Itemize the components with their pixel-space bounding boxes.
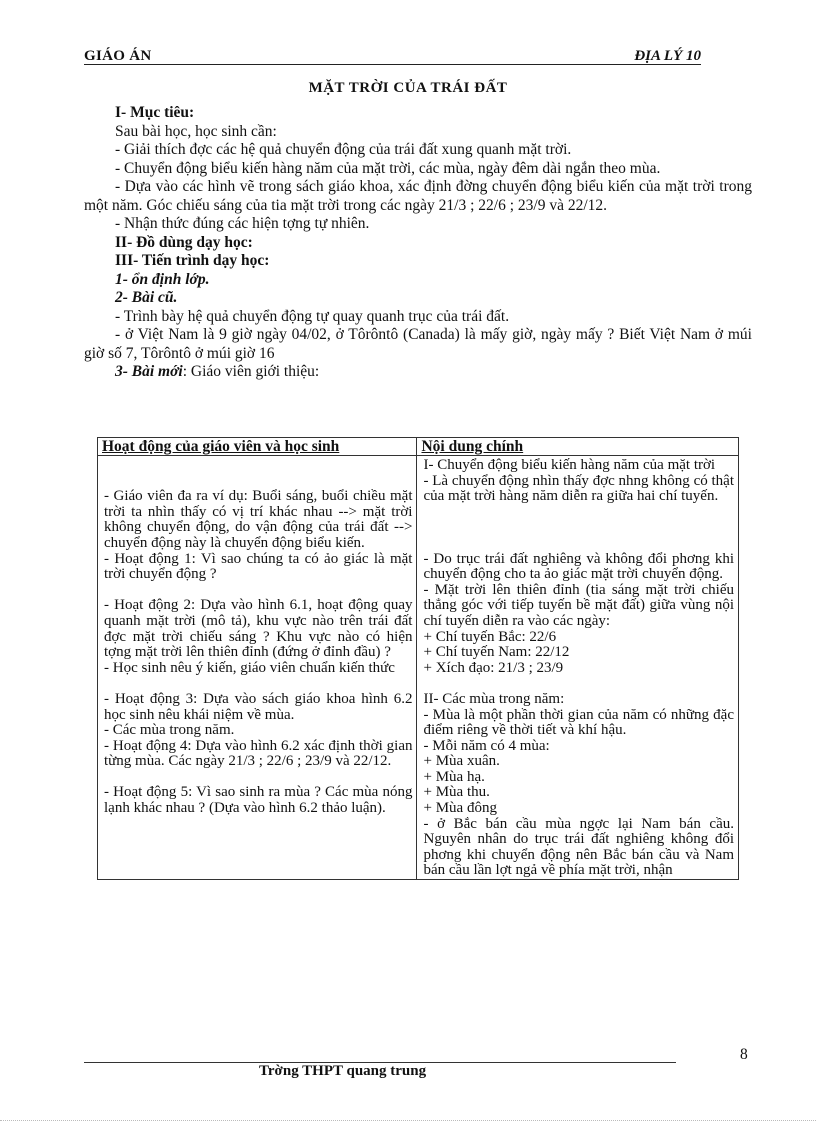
col-left-header: Hoạt động của giáo viên và học sinh bbox=[98, 438, 417, 456]
left-para: - Hoạt động 1: Vì sao chúng ta có ảo giác là mặt trời chuyển động ? bbox=[104, 550, 413, 583]
right-para: + Chí tuyến Nam: 22/12 bbox=[423, 644, 570, 661]
left-para: - Học sinh nêu ý kiến, giáo viên chuẩn kiến thức bbox=[104, 659, 395, 676]
right-para: - Là chuyển động nhìn thấy đợc nhng không có thật của mặt trời hàng năm diễn ra giữa hai chí tuyến. bbox=[423, 472, 734, 505]
right-para: - Mỗi năm có 4 mùa: bbox=[423, 737, 550, 754]
s1-item: - Nhận thức đúng các hiện tợng tự nhiên. bbox=[115, 215, 370, 232]
activity-table bbox=[97, 437, 739, 880]
right-para: II- Các mùa trong năm: bbox=[423, 690, 565, 707]
s3-heading: III- Tiến trình dạy học: bbox=[115, 252, 270, 269]
header-right: ĐỊA LÝ 10 bbox=[634, 48, 701, 64]
right-para: - ở Bắc bán cầu mùa ngợc lại Nam bán cầu. Nguyên nhân do trục trái đất nghiêng không đổi phơng khi chuyển động nên Bắc bán cầu và Nam bán cầu lần lợt ngả về phía mặt trời, nhận bbox=[423, 815, 734, 879]
right-para: + Mùa thu. bbox=[423, 784, 490, 801]
step3-line bbox=[84, 363, 752, 382]
page-header bbox=[84, 48, 701, 65]
footer-school: Trờng THPT quang trung bbox=[259, 1063, 427, 1079]
right-para: + Chí tuyến Bắc: 22/6 bbox=[423, 628, 557, 645]
s1-intro: Sau bài học, học sinh cần: bbox=[115, 122, 277, 140]
right-para: - Mùa là một phần thời gian của năm có những đặc điểm riêng về thời tiết và khí hậu. bbox=[423, 706, 734, 739]
page-number: 8 bbox=[740, 1046, 748, 1063]
step3-text: : Giáo viên giới thiệu: bbox=[182, 363, 320, 380]
step1-heading: 1- ổn định lớp. bbox=[115, 270, 210, 288]
left-para: - Hoạt động 3: Dựa vào sách giáo khoa hình 6.2 học sinh nêu khái niệm về mùa. bbox=[104, 690, 413, 723]
step2-item: - ở Việt Nam là 9 giờ ngày 04/02, ở Tôrôntô (Canada) là mấy giờ, ngày mấy ? Biết Việt Nam ở múi giờ số 7, Tôrôntô ở múi giờ 16 bbox=[84, 326, 752, 362]
page-title: MẶT TRỜI CỦA TRÁI ĐẤT bbox=[308, 80, 508, 96]
step2-item: - Trình bày hệ quả chuyển động tự quay quanh trục của trái đất. bbox=[115, 307, 510, 325]
lesson-body bbox=[84, 104, 752, 382]
right-para: - Mặt trời lên thiên đỉnh (tia sáng mặt trời chiếu thẳng góc với tiếp tuyến bề mặt đất) giữa vùng nội chí tuyến diễn ra vào các ngày: bbox=[423, 581, 734, 629]
s1-item: - Giải thích đợc các hệ quả chuyển động của trái đất xung quanh mặt trời. bbox=[115, 141, 572, 158]
s1-heading: I- Mục tiêu: bbox=[115, 104, 195, 121]
s1-item: - Dựa vào các hình vẽ trong sách giáo khoa, xác định đờng chuyển động biểu kiến của mặt trời trong một năm. Góc chiếu sáng của tia mặt trời trong các ngày 21/3 ; 22/6 ; 23/9 và 22/12. bbox=[84, 178, 752, 214]
left-para: - Hoạt động 4: Dựa vào hình 6.2 xác định thời gian từng mùa. Các ngày 21/3 ; 22/6 ; 23/9 và 22/12. bbox=[104, 737, 413, 770]
right-para: + Mùa hạ. bbox=[423, 768, 485, 785]
right-para: + Mùa xuân. bbox=[423, 753, 500, 770]
left-para: - Hoạt động 5: Vì sao sinh ra mùa ? Các mùa nóng lạnh khác nhau ? (Dựa vào hình 6.2 thảo luận). bbox=[104, 784, 413, 817]
right-para: + Xích đạo: 21/3 ; 23/9 bbox=[423, 659, 564, 676]
s2-heading: II- Đồ dùng dạy học: bbox=[115, 233, 253, 251]
s1-item: - Chuyển động biểu kiến hàng năm của mặt trời, các mùa, ngày đêm dài ngắn theo mùa. bbox=[115, 159, 661, 177]
right-column bbox=[417, 456, 739, 880]
left-para: - Hoạt động 2: Dựa vào hình 6.1, hoạt động quay quanh mặt trời (mô tả), khu vực nào trên trái đất đợc mặt trời chiếu sáng ? Khu vực nào có hiện tợng mặt trời lên thiên đỉnh (đứng ở đỉnh đầu) ? bbox=[104, 597, 413, 661]
page-edge bbox=[0, 1120, 816, 1121]
step2-heading: 2- Bài cũ. bbox=[115, 289, 178, 306]
col-right-header: Nội dung chính bbox=[417, 438, 739, 456]
left-para: - Các mùa trong năm. bbox=[104, 722, 235, 739]
left-column bbox=[98, 456, 417, 880]
right-para: I- Chuyển động biểu kiến hàng năm của mặt trời bbox=[423, 457, 716, 473]
step3-label: 3- Bài mới bbox=[115, 363, 183, 380]
header-left: GIÁO ÁN bbox=[84, 48, 152, 64]
right-para: + Mùa đông bbox=[423, 800, 497, 817]
right-para: - Do trục trái đất nghiêng và không đổi phơng khi chuyển động cho ta ảo giác mặt trời chuyển động. bbox=[423, 550, 734, 583]
left-para: - Giáo viên đa ra ví dụ: Buổi sáng, buổi chiều mặt trời ta nhìn thấy có vị trí khác nhau --> mặt trời không chuyển động, do vận động của trái đất --> chuyển động này là chuyển động biểu kiến. bbox=[104, 488, 413, 551]
